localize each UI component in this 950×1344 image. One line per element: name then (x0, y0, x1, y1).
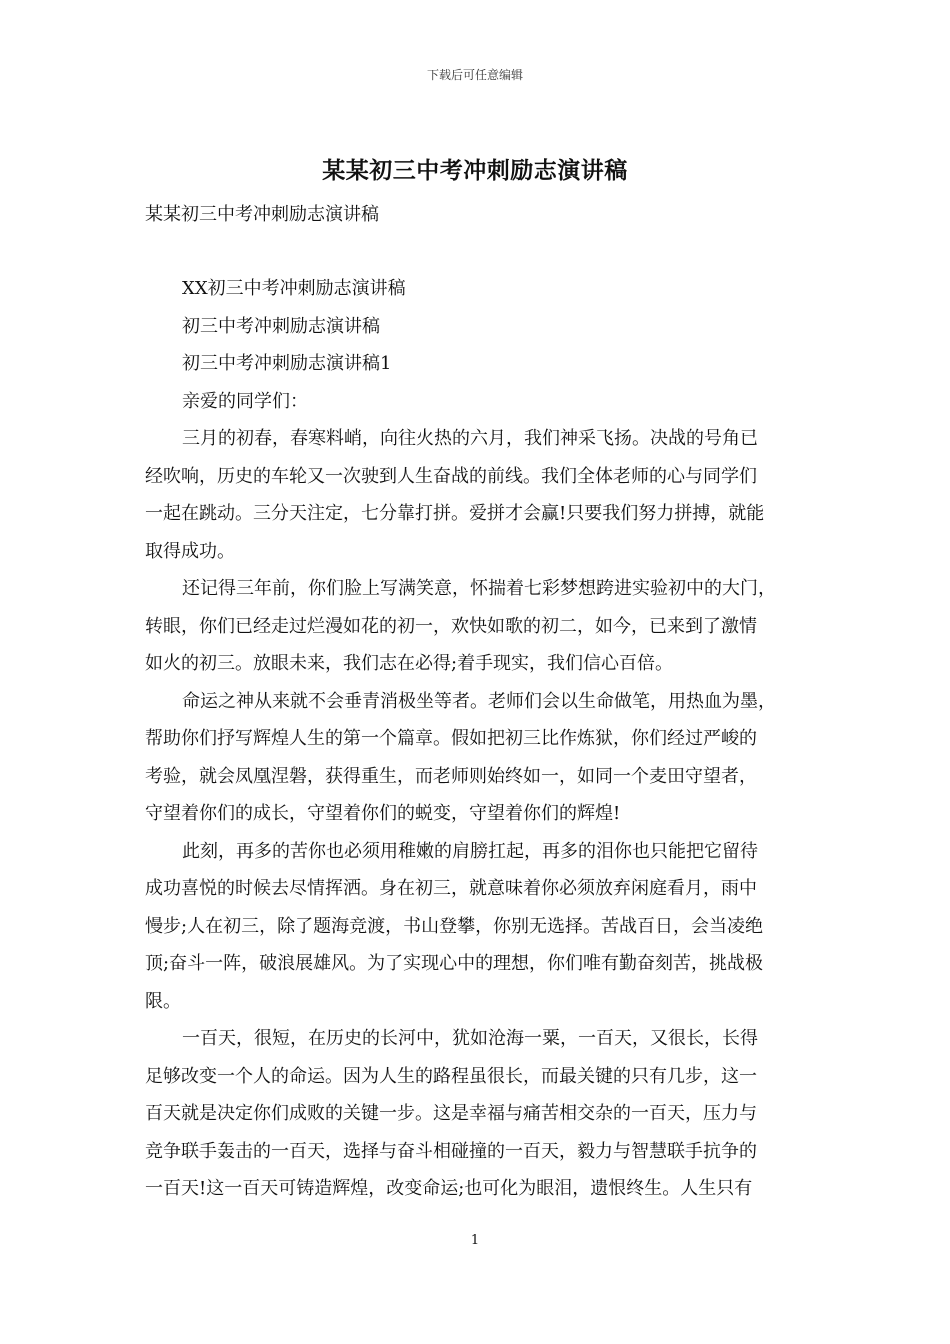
paragraph-line: 一起在跳动。三分天注定，七分靠打拼。爱拼才会赢!只要我们努力拼搏，就能 (145, 503, 765, 524)
paragraph-line: 守望着你们的成长，守望着你们的蜕变，守望着你们的辉煌! (145, 803, 621, 824)
paragraph-line: 考验，就会凤凰涅磐，获得重生，而老师则始终如一，如同一个麦田守望者， (145, 765, 757, 787)
paragraph-line: 一百天，很短，在历史的长河中，犹如沧海一粟，一百天，又很长，长得 (182, 1028, 758, 1049)
paragraph (145, 683, 807, 833)
paragraph (145, 833, 807, 1021)
paragraph-line: 转眼，你们已经走过烂漫如花的初一，欢快如歌的初二，如今，已来到了激情 (145, 615, 757, 637)
heading-line: 初三中考冲刺励志演讲稿 (182, 315, 380, 337)
heading-line: XX初三中考冲刺励志演讲稿 (182, 278, 406, 299)
paragraph-line: 顶;奋斗一阵，破浪展雄风。为了实现心中的理想，你们唯有勤奋刻苦，挑战极 (145, 953, 764, 974)
document-title: 某某初三中考冲刺励志演讲稿 (322, 157, 628, 184)
paragraph-line: 还记得三年前，你们脸上写满笑意，怀揣着七彩梦想跨进实验初中的大门， (182, 578, 776, 599)
paragraph-line: 帮助你们抒写辉煌人生的第一个篇章。假如把初三比作炼狱，你们经过严峻的 (145, 728, 757, 749)
paragraph-line: 命运之神从来就不会垂青消极坐等者。老师们会以生命做笔，用热血为墨， (182, 690, 776, 712)
paragraph-line: 足够改变一个人的命运。因为人生的路程虽很长，而最关键的只有几步，这一 (145, 1065, 757, 1087)
document-body (145, 270, 807, 1208)
page-number: 1 (470, 1233, 480, 1248)
paragraph (145, 1020, 807, 1208)
header-note: 下载后可任意编辑 (426, 68, 523, 82)
paragraph-line: 一百天!这一百天可铸造辉煌，改变命运;也可化为眼泪，遗恨终生。人生只有 (145, 1178, 753, 1199)
document-subtitle: 某某初三中考冲刺励志演讲稿 (145, 204, 379, 225)
paragraph-line: 限。 (145, 990, 181, 1012)
paragraph (145, 570, 807, 683)
paragraph (145, 420, 807, 570)
paragraph-line: 三月的初春，春寒料峭，向往火热的六月，我们神采飞扬。决战的号角已 (182, 428, 758, 449)
salutation: 亲爱的同学们： (182, 390, 308, 412)
paragraph-line: 此刻，再多的苦你也必须用稚嫩的肩膀扛起，再多的泪你也只能把它留待 (182, 840, 758, 862)
paragraph-line: 经吹响，历史的车轮又一次驶到人生奋战的前线。我们全体老师的心与同学们 (145, 465, 757, 487)
paragraph-line: 百天就是决定你们成败的关键一步。这是幸福与痛苦相交杂的一百天，压力与 (145, 1103, 757, 1124)
paragraph-line: 如火的初三。放眼未来，我们志在必得;着手现实，我们信心百倍。 (145, 653, 674, 674)
paragraph-line: 竞争联手轰击的一百天，选择与奋斗相碰撞的一百天，毅力与智慧联手抗争的 (145, 1140, 757, 1162)
paragraph-line: 成功喜悦的时候去尽情挥洒。身在初三，就意味着你必须放弃闲庭看月，雨中 (145, 878, 757, 899)
heading-line: 初三中考冲刺励志演讲稿1 (182, 353, 392, 374)
paragraph-line: 取得成功。 (145, 540, 235, 562)
paragraph-line: 慢步;人在初三，除了题海竞渡，书山登攀，你别无选择。苦战百日，会当凌绝 (145, 915, 764, 937)
